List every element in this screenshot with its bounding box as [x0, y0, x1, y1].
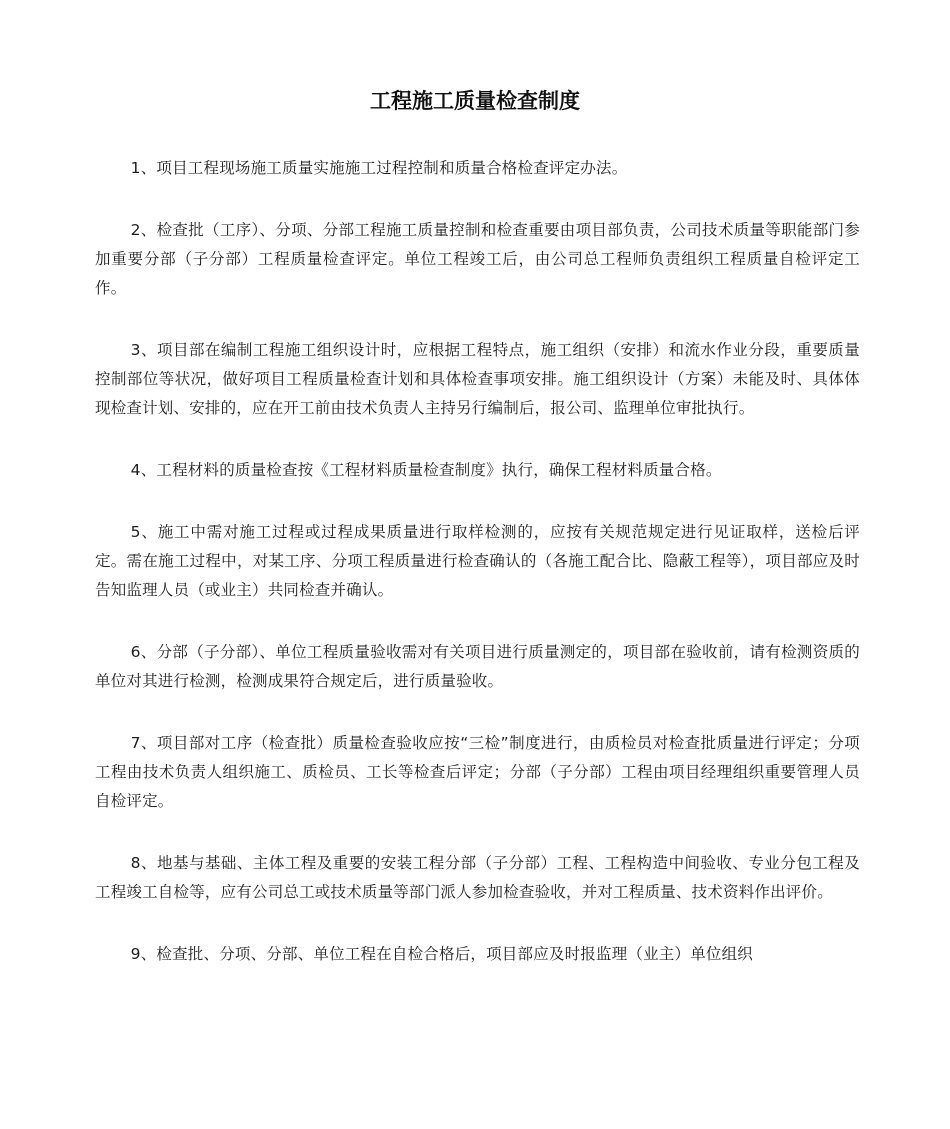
paragraph-3: 3、项目部在编制工程施工组织设计时，应根据工程特点，施工组织（安排）和流水作业分段，重要质量控制部位等状况，做好项目工程质量检查计划和具体检查事项安排。施工组织设计（方案）未能及时、具体体现检查计划、安排的，应在开工前由技术负责人主持另行编制后，报公司、监理单位审批执行。	[95, 341, 860, 417]
paragraph-6: 6、分部（子分部）、单位工程质量验收需对有关项目进行质量测定的，项目部在验收前，请有检测资质的单位对其进行检测，检测成果符合规定后，进行质量验收。	[95, 643, 860, 690]
paragraph-7: 7、项目部对工序（检查批）质量检查验收应按“三检”制度进行，由质检员对检查批质量进行评定；分项工程由技术负责人组织施工、质检员、工长等检查后评定；分部（子分部）工程由项目经理组织重要管理人员自检评定。	[95, 734, 860, 810]
paragraph-1: 1、项目工程现场施工质量实施施工过程控制和质量合格检查评定办法。	[130, 159, 628, 177]
paragraph-9: 9、检查批、分项、分部、单位工程在自检合格后，项目部应及时报监理（业主）单位组织	[130, 945, 754, 963]
paragraph-2: 2、检查批（工序）、分项、分部工程施工质量控制和检查重要由项目部负责，公司技术质量等职能部门参加重要分部（子分部）工程质量检查评定。单位工程竣工后，由公司总工程师负责组织工程质量自检评定工作。	[95, 221, 860, 297]
document-body	[95, 154, 860, 1002]
paragraph-5: 5、施工中需对施工过程或过程成果质量进行取样检测的，应按有关规范规定进行见证取样，送检后评定。需在施工过程中，对某工序、分项工程质量进行检查确认的（各施工配合比、隐蔽工程等），项目部应及时告知监理人员（或业主）共同检查并确认。	[95, 523, 860, 599]
document-title: 工程施工质量检查制度	[370, 89, 580, 113]
paragraph-4: 4、工程材料的质量检查按《工程材料质量检查制度》执行，确保工程材料质量合格。	[130, 461, 722, 479]
paragraph-8: 8、地基与基础、主体工程及重要的安装工程分部（子分部）工程、工程构造中间验收、专业分包工程及工程竣工自检等，应有公司总工或技术质量等部门派人参加检查验收，并对工程质量、技术资料作出评价。	[95, 854, 860, 901]
